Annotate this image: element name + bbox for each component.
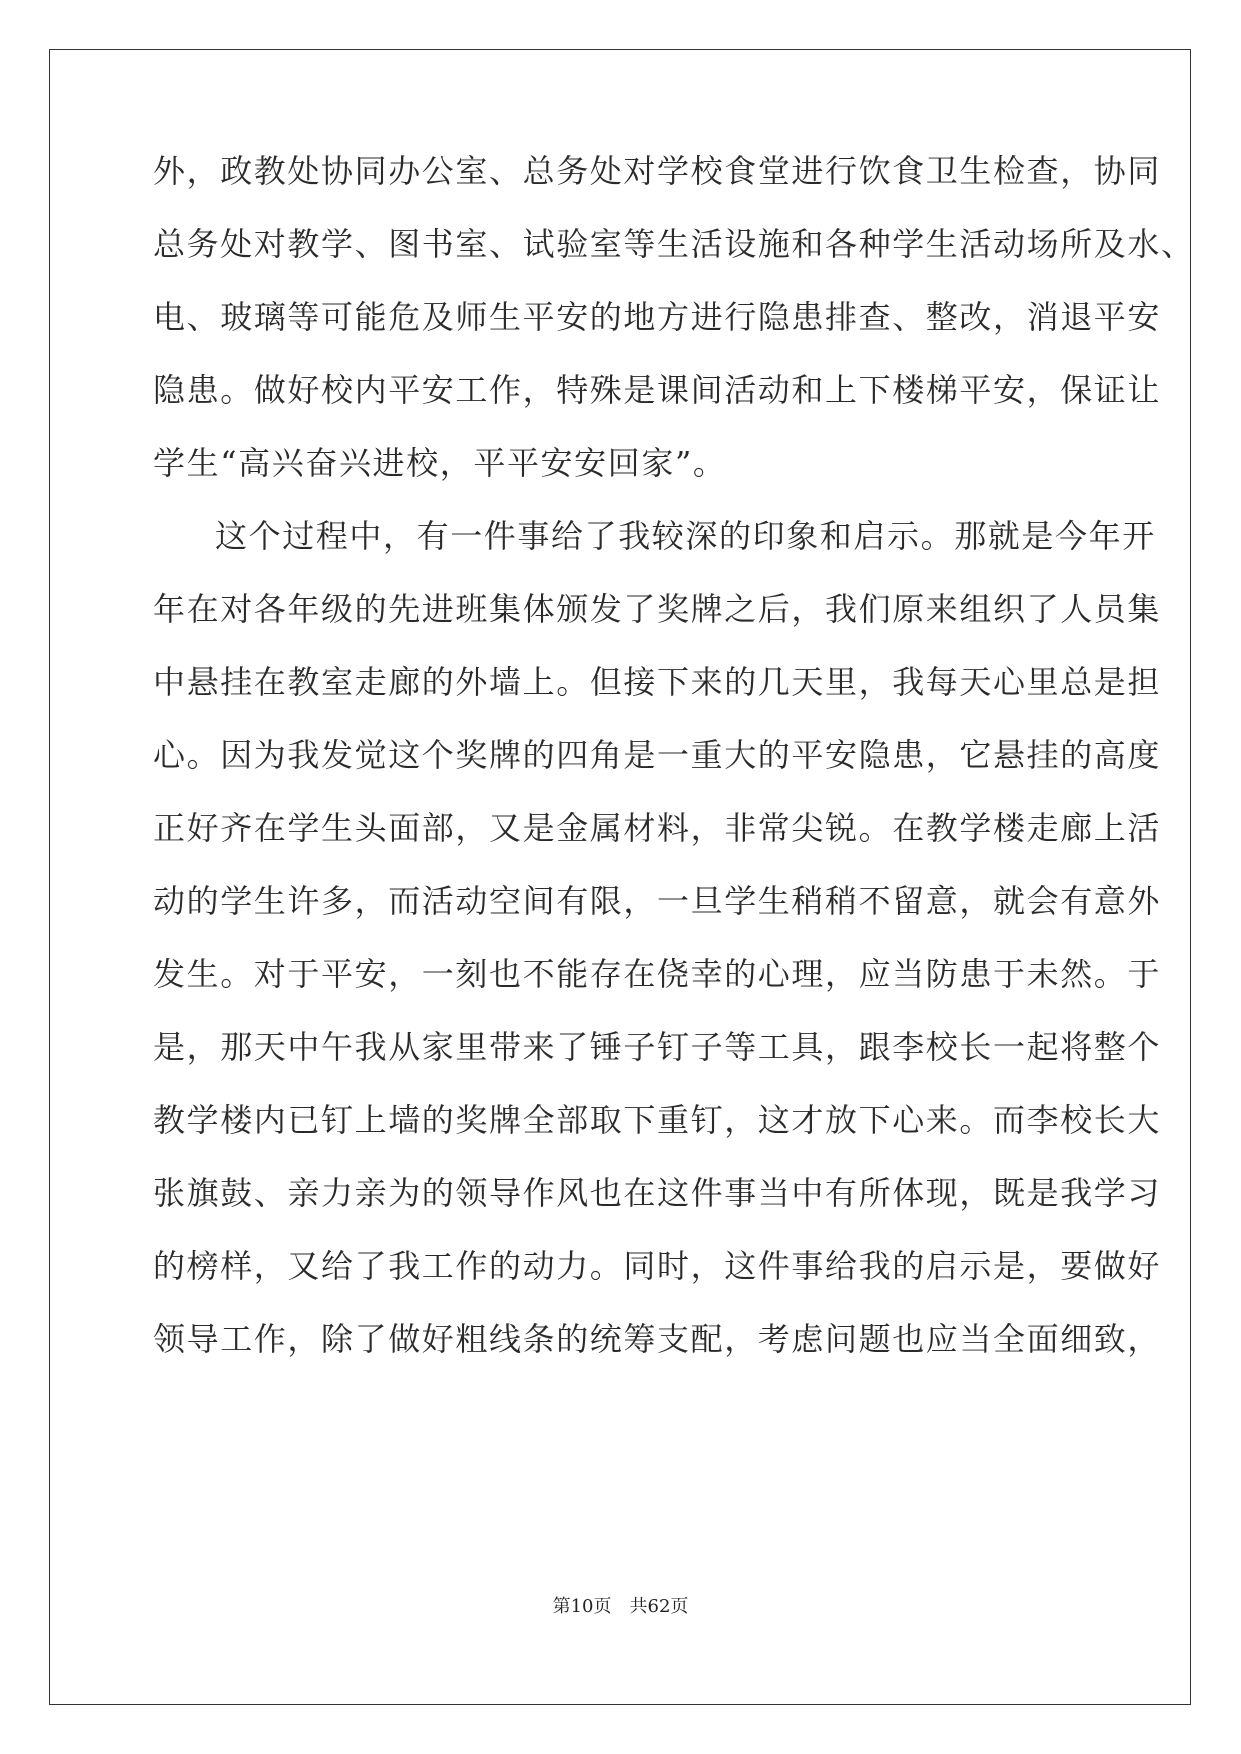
page-footer: [0, 1595, 1241, 1619]
text-line: 中悬挂在教室走廊的外墙上。但接下来的几天里，我每天心里总是担: [153, 663, 1162, 701]
text-line: 是，那天中午我从家里带来了锤子钉子等工具，跟李校长一起将整个: [153, 1028, 1162, 1066]
text-line: 领导工作，除了做好粗线条的统筹支配，考虑问题也应当全面细致，: [153, 1320, 1162, 1358]
text-line: 隐患。做好校内平安工作，特殊是课间活动和上下楼梯平安，保证让: [153, 371, 1162, 409]
paragraph-first-line: 这个过程中，有一件事给了我较深的印象和启示。那就是今年开: [215, 517, 1156, 555]
text-line: 张旗鼓、亲力亲为的领导作风也在这件事当中有所体现，既是我学习: [153, 1174, 1162, 1212]
text-line: 年在对各年级的先进班集体颁发了奖牌之后，我们原来组织了人员集: [153, 590, 1162, 628]
text-line: 正好齐在学生头面部，又是金属材料，非常尖锐。在教学楼走廊上活: [153, 809, 1162, 847]
page-number: 第10页: [552, 1596, 612, 1617]
text-line: 教学楼内已钉上墙的奖牌全部取下重钉，这才放下心来。而李校长大: [153, 1101, 1162, 1139]
text-line: 的榜样，又给了我工作的动力。同时，这件事给我的启示是，要做好: [153, 1247, 1162, 1285]
text-line: 发生。对于平安，一刻也不能存在侥幸的心理，应当防患于未然。于: [153, 955, 1162, 993]
text-line: 外，政教处协同办公室、总务处对学校食堂进行饮食卫生检查，协同: [153, 152, 1162, 190]
text-line: 总务处对教学、图书室、试验室等生活设施和各种学生活动场所及水、: [153, 225, 1195, 263]
text-line: 电、玻璃等可能危及师生平安的地方进行隐患排查、整改，消退平安: [153, 298, 1162, 336]
text-line: 动的学生许多，而活动空间有限，一旦学生稍稍不留意，就会有意外: [153, 882, 1162, 920]
text-line: 学生“高兴奋兴进校，平平安安回家”。: [153, 444, 727, 482]
text-line: 心。因为我发觉这个奖牌的四角是一重大的平安隐患，它悬挂的高度: [153, 736, 1162, 774]
page-total: 共62页: [629, 1596, 689, 1617]
